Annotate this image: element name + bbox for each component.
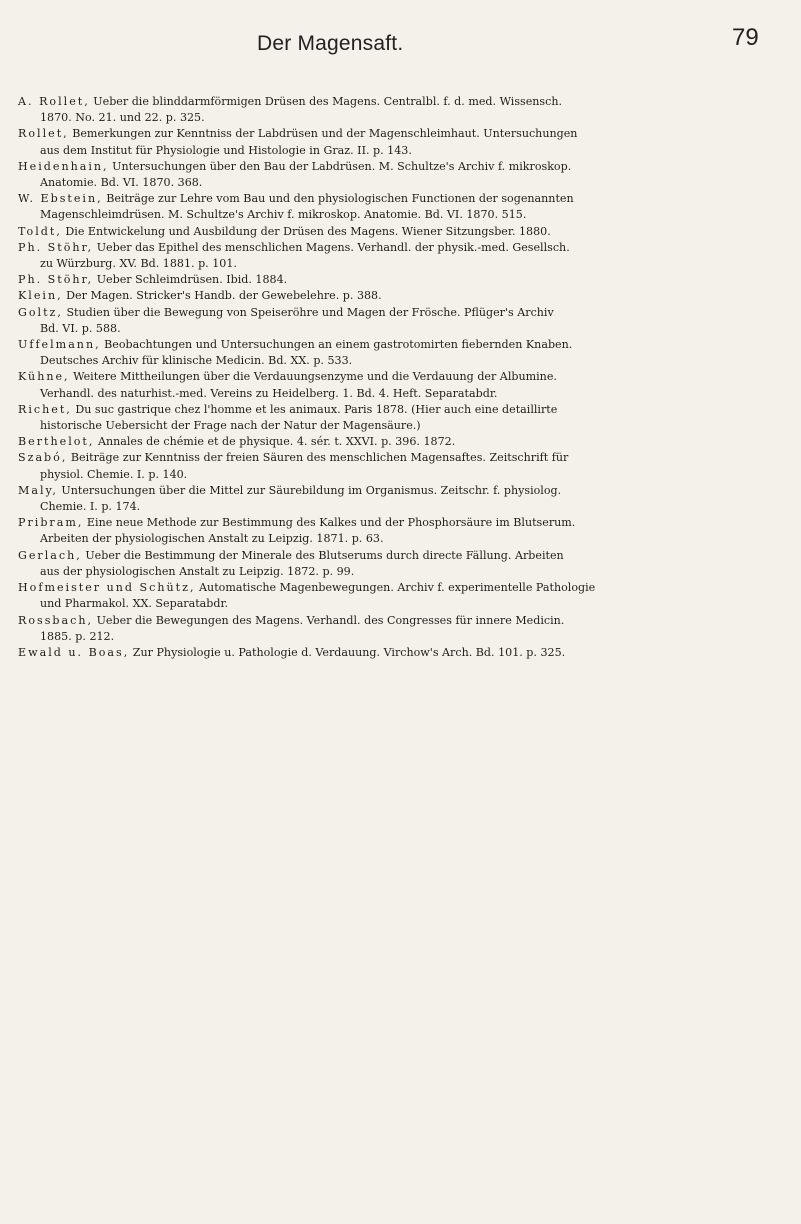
reference-text: Du suc gastrique chez l'homme et les animaux. Paris 1878. (Hier auch eine detaillirte bbox=[75, 402, 558, 416]
reference-text: Ueber Schleimdrüsen. Ibid. 1884. bbox=[96, 273, 288, 287]
reference-first-line bbox=[18, 305, 793, 321]
reference-entry bbox=[18, 272, 793, 288]
reference-author: Pribram, bbox=[18, 516, 84, 530]
reference-first-line bbox=[18, 94, 793, 110]
reference-entry bbox=[18, 305, 793, 337]
reference-author: A. Rollet, bbox=[18, 95, 90, 108]
reference-entry bbox=[18, 548, 793, 580]
reference-author: Berthelot, bbox=[18, 435, 95, 449]
reference-continuation-line: zu Würzburg. XV. Bd. 1881. p. 101. bbox=[40, 257, 237, 271]
reference-list bbox=[18, 94, 793, 661]
reference-text: Annales de chémie et de physique. 4. sér. t. XXVI. p. 396. 1872. bbox=[97, 435, 456, 449]
reference-first-line bbox=[18, 613, 793, 629]
reference-first-line bbox=[18, 450, 793, 466]
reference-continuation-line: Anatomie. Bd. VI. 1870. 368. bbox=[40, 176, 203, 190]
reference-continuation-line: aus dem Institut für Physiologie und Histologie in Graz. II. p. 143. bbox=[40, 143, 412, 157]
reference-author: Maly, bbox=[18, 483, 58, 497]
reference-text: Ueber das Epithel des menschlichen Magens. Verhandl. der physik.-med. Gesellsch. bbox=[96, 240, 570, 254]
reference-author: Rossbach, bbox=[18, 613, 94, 627]
reference-author: Uffelmann, bbox=[18, 338, 101, 352]
reference-entry bbox=[18, 613, 793, 645]
reference-author: Ph. Stöhr, bbox=[18, 240, 94, 254]
reference-continuation-line: Arbeiten der physiologischen Anstalt zu Leipzig. 1871. p. 63. bbox=[40, 532, 384, 546]
reference-continuation-line: 1870. No. 21. und 22. p. 325. bbox=[40, 111, 205, 125]
reference-first-line bbox=[18, 337, 793, 353]
reference-author: W. Ebstein, bbox=[18, 192, 103, 206]
reference-continuation-line: Deutsches Archiv für klinische Medicin. Bd. XX. p. 533. bbox=[40, 354, 353, 368]
reference-entry bbox=[18, 369, 793, 401]
reference-author: Kühne, bbox=[18, 370, 70, 384]
reference-text: Ueber die Bestimmung der Minerale des Blutserums durch directe Fällung. Arbeiten bbox=[85, 548, 564, 562]
reference-first-line bbox=[18, 224, 793, 240]
reference-text: Ueber die blinddarmförmigen Drüsen des Magens. Centralbl. f. d. med. Wissensch. bbox=[93, 95, 563, 108]
reference-continuation-line: Bd. VI. p. 588. bbox=[40, 321, 121, 335]
reference-text: Untersuchungen über die Mittel zur Säurebildung im Organismus. Zeitschr. f. physiolog. bbox=[61, 483, 562, 497]
reference-entry bbox=[18, 515, 793, 547]
reference-text: Beiträge zur Kenntniss der freien Säuren des menschlichen Magensaftes. Zeitschrift für bbox=[70, 451, 569, 465]
reference-first-line bbox=[18, 402, 793, 418]
reference-entry bbox=[18, 434, 793, 450]
reference-entry bbox=[18, 645, 793, 661]
reference-entry bbox=[18, 337, 793, 369]
reference-text: Weitere Mittheilungen über die Verdauungsenzyme und die Verdauung der Albumine. bbox=[73, 370, 557, 384]
reference-text: Beobachtungen und Untersuchungen an einem gastrotomirten fiebernden Knaben. bbox=[104, 338, 573, 352]
reference-continuation-line: Chemie. I. p. 174. bbox=[40, 500, 141, 514]
reference-first-line bbox=[18, 240, 793, 256]
running-head bbox=[0, 24, 801, 72]
reference-entry bbox=[18, 240, 793, 272]
reference-author: Ph. Stöhr, bbox=[18, 273, 94, 287]
reference-entry bbox=[18, 159, 793, 191]
reference-text: Untersuchungen über den Bau der Labdrüsen. M. Schultze's Archiv f. mikroskop. bbox=[112, 159, 572, 173]
reference-entry bbox=[18, 483, 793, 515]
reference-first-line bbox=[18, 159, 793, 175]
reference-first-line bbox=[18, 515, 793, 531]
reference-entry bbox=[18, 288, 793, 304]
reference-author: Ewald u. Boas, bbox=[18, 645, 130, 659]
reference-text: Der Magen. Stricker's Handb. der Gewebelehre. p. 388. bbox=[66, 289, 382, 303]
reference-author: Richet, bbox=[18, 402, 72, 416]
page-number: 79 bbox=[732, 24, 759, 51]
reference-author: Gerlach, bbox=[18, 548, 82, 562]
reference-entry bbox=[18, 450, 793, 482]
reference-entry bbox=[18, 126, 793, 158]
reference-first-line bbox=[18, 645, 793, 661]
reference-author: Toldt, bbox=[18, 224, 62, 238]
reference-continuation-line: 1885. p. 212. bbox=[40, 629, 115, 643]
reference-text: Die Entwickelung und Ausbildung der Drüsen des Magens. Wiener Sitzungsber. 1880. bbox=[65, 224, 551, 238]
reference-first-line bbox=[18, 288, 793, 304]
reference-continuation-line: physiol. Chemie. I. p. 140. bbox=[40, 467, 188, 481]
reference-entry bbox=[18, 580, 793, 612]
reference-continuation-line: Verhandl. des naturhist.-med. Vereins zu Heidelberg. 1. Bd. 4. Heft. Separatabdr. bbox=[40, 386, 498, 400]
reference-first-line bbox=[18, 580, 793, 596]
reference-author: Szabó, bbox=[18, 451, 68, 465]
reference-continuation-line: und Pharmakol. XX. Separatabdr. bbox=[40, 597, 229, 611]
reference-text: Studien über die Bewegung von Speiseröhre und Magen der Frösche. Pflüger's Archiv bbox=[66, 305, 554, 319]
reference-continuation-line: aus der physiologischen Anstalt zu Leipzig. 1872. p. 99. bbox=[40, 564, 355, 578]
reference-author: Hofmeister und Schütz, bbox=[18, 581, 196, 595]
reference-first-line bbox=[18, 483, 793, 499]
reference-author: Goltz, bbox=[18, 305, 63, 319]
reference-first-line bbox=[18, 191, 793, 207]
reference-text: Ueber die Bewegungen des Magens. Verhandl. des Congresses für innere Medicin. bbox=[96, 613, 565, 627]
reference-author: Klein, bbox=[18, 289, 63, 303]
reference-continuation-line: Magenschleimdrüsen. M. Schultze's Archiv f. mikroskop. Anatomie. Bd. VI. 1870. 515. bbox=[40, 208, 527, 222]
reference-first-line bbox=[18, 434, 793, 450]
reference-first-line bbox=[18, 126, 793, 142]
reference-text: Eine neue Methode zur Bestimmung des Kalkes und der Phosphorsäure im Blutserum. bbox=[86, 516, 576, 530]
reference-entry bbox=[18, 224, 793, 240]
reference-author: Rollet, bbox=[18, 127, 69, 141]
reference-author: Heidenhain, bbox=[18, 159, 109, 173]
reference-text: Beiträge zur Lehre vom Bau und den physiologischen Functionen der sogenannten bbox=[106, 192, 574, 206]
reference-entry bbox=[18, 402, 793, 434]
reference-first-line bbox=[18, 369, 793, 385]
reference-continuation-line: historische Uebersicht der Frage nach der Natur der Magensäure.) bbox=[40, 419, 421, 433]
reference-text: Automatische Magenbewegungen. Archiv f. experimentelle Pathologie bbox=[199, 581, 596, 595]
reference-entry bbox=[18, 191, 793, 223]
reference-first-line bbox=[18, 548, 793, 564]
reference-text: Zur Physiologie u. Pathologie d. Verdauung. Virchow's Arch. Bd. 101. p. 325. bbox=[132, 645, 566, 659]
reference-text: Bemerkungen zur Kenntniss der Labdrüsen und der Magenschleimhaut. Untersuchungen bbox=[72, 127, 578, 141]
page-title: Der Magensaft. bbox=[257, 32, 404, 55]
reference-first-line bbox=[18, 272, 793, 288]
reference-entry bbox=[18, 94, 793, 126]
